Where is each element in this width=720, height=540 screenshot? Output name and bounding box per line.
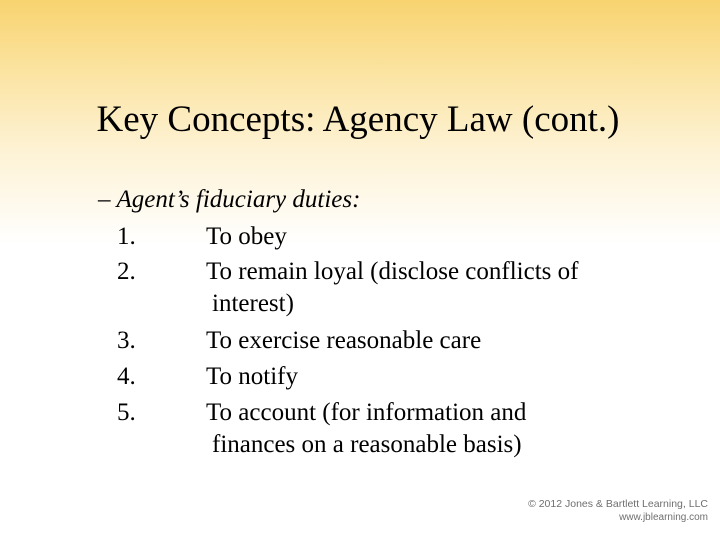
copyright-text: © 2012 Jones & Bartlett Learning, LLC [528,498,708,510]
list-item-number: 3. [117,327,136,354]
list-item-text [206,256,646,319]
list-item-line: To remain loyal (disclose conflicts of [206,258,579,285]
list-item-text [206,325,646,357]
list-item-line: To account (for information and [206,399,527,426]
list-item-line: To exercise reasonable care [206,327,482,354]
list-item-line: finances on a reasonable basis) [212,430,522,458]
list-item-number: 1. [117,223,136,250]
list-item-text [206,221,646,253]
list-item-line: To obey [206,223,287,250]
subheading-dash: – [98,186,111,213]
list-item-number: 5. [117,399,136,426]
publisher-url: www.jblearning.com [619,512,708,523]
list-item-line: interest) [212,289,294,317]
copyright-notice [528,498,708,524]
slide-title: Key Concepts: Agency Law (cont.) [96,99,620,140]
subheading-text: Agent’s fiduciary duties: [116,186,361,213]
list-item-line: To notify [206,363,298,390]
list-item-text [206,397,646,460]
list-item-text [206,361,646,393]
list-item-number: 4. [117,363,136,390]
list-item-number: 2. [117,258,136,285]
